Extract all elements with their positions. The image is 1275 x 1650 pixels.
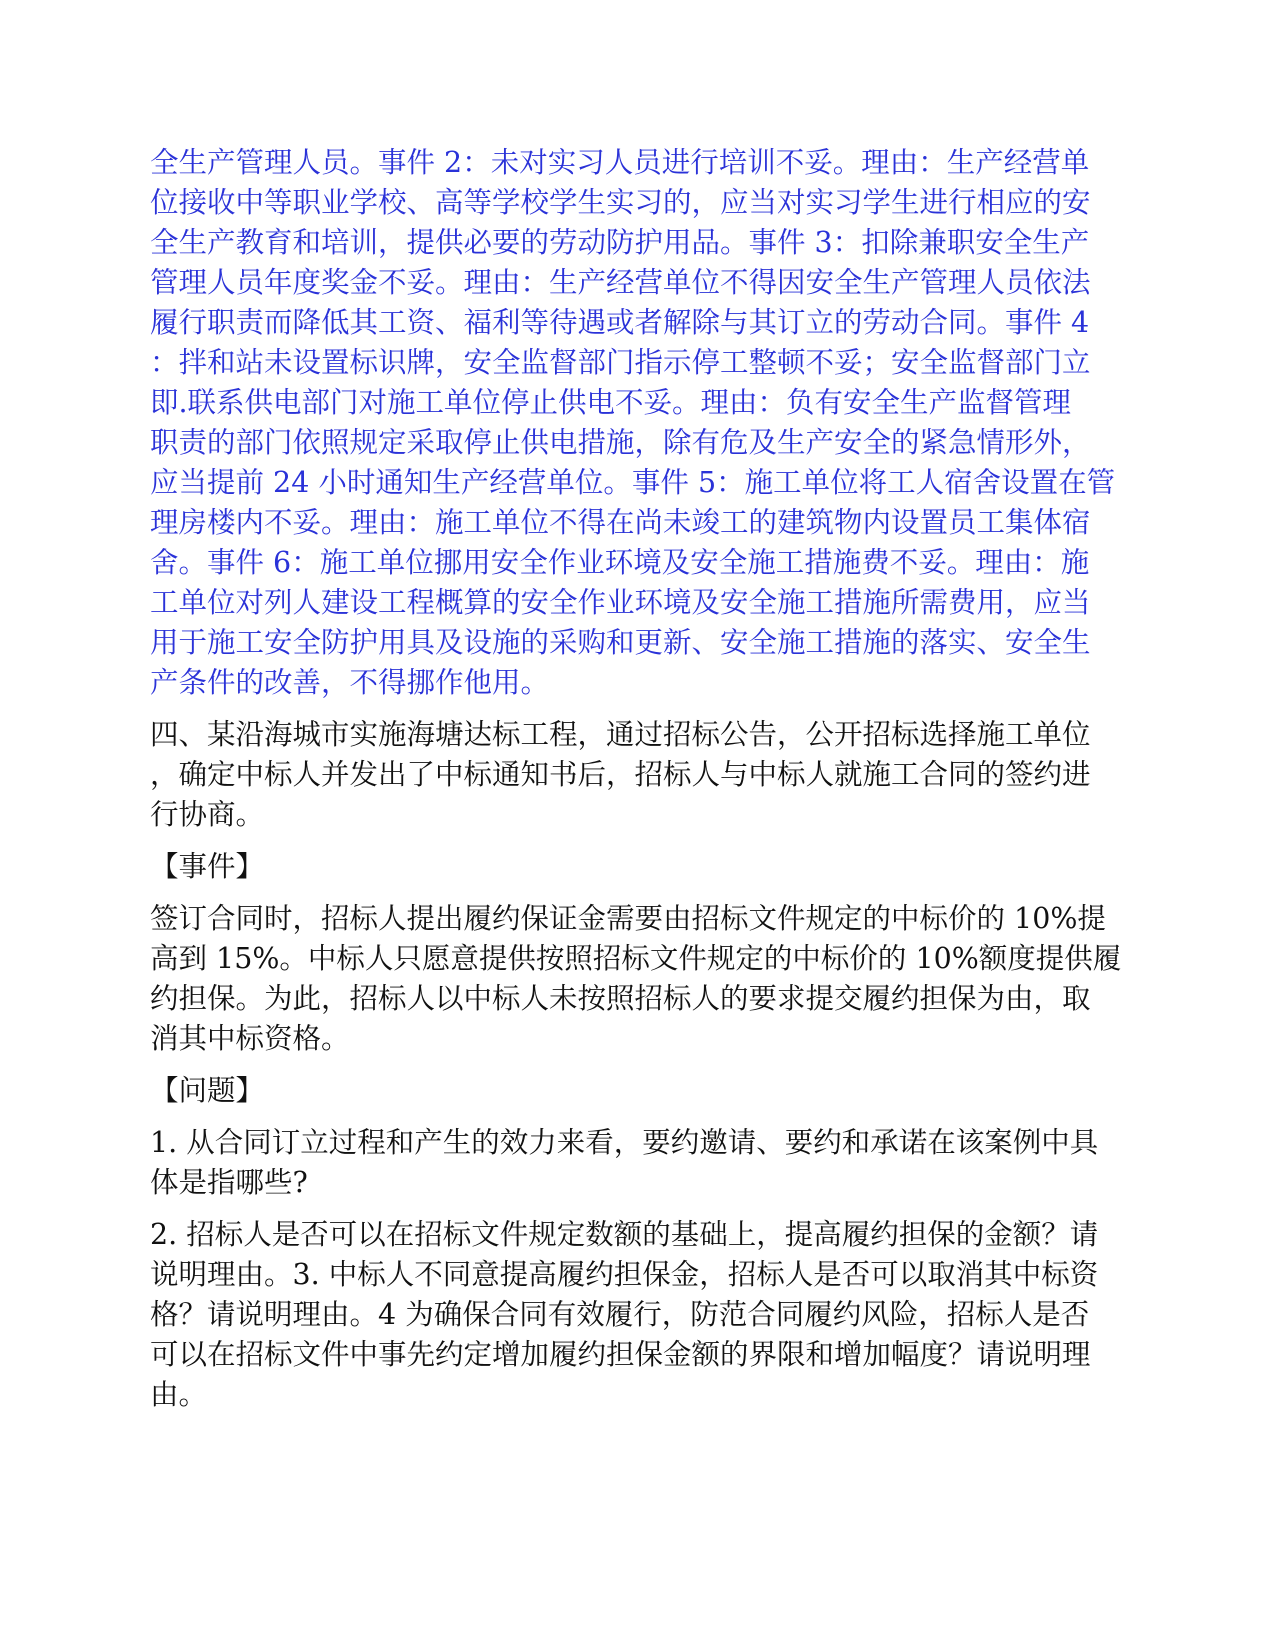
answer-line: 位接收中等职业学校、高等学校学生实习的，应当对实习学生进行相应的安 bbox=[150, 186, 1091, 219]
paragraph-gap bbox=[150, 1111, 1120, 1123]
question-line: 可以在招标文件中事先约定增加履约担保金额的界限和增加幅度？请说明理 bbox=[150, 1338, 1091, 1371]
question-1-paragraph bbox=[150, 1123, 1120, 1203]
answer-line: 应当提前 24 小时通知生产经营单位。事件 5：施工单位将工人宿舍设置在管 bbox=[150, 466, 1116, 499]
answer-paragraph bbox=[150, 143, 1120, 703]
event-line: 消其中标资格。 bbox=[150, 1022, 350, 1055]
question-2-4-paragraph bbox=[150, 1215, 1120, 1415]
event-line: 约担保。为此，招标人以中标人未按照招标人的要求提交履约担保为由，取 bbox=[150, 982, 1091, 1015]
answer-line: 全生产教育和培训，提供必要的劳动防护用品。事件 3：扣除兼职安全生产 bbox=[150, 226, 1090, 259]
event-heading: 【事件】 bbox=[150, 850, 265, 883]
question-heading: 【问题】 bbox=[150, 1074, 265, 1107]
question-line: 由。 bbox=[150, 1378, 208, 1411]
case-intro-line: 行协商。 bbox=[150, 798, 265, 831]
paragraph-gap bbox=[150, 703, 1120, 715]
question-line: 1. 从合同订立过程和产生的效力来看，要约邀请、要约和承诺在该案例中具 bbox=[150, 1126, 1099, 1159]
event-line: 高到 15%。中标人只愿意提供按照招标文件规定的中标价的 10%额度提供履 bbox=[150, 942, 1122, 975]
paragraph-gap bbox=[150, 835, 1120, 847]
answer-line: 即.联系供电部门对施工单位停止供电不妥。理由：负有安全生产监督管理 bbox=[150, 386, 1072, 419]
answer-line: 履行职责而降低其工资、福利等待遇或者解除与其订立的劳动合同。事件 4 bbox=[150, 306, 1090, 339]
answer-line: 理房楼内不妥。理由：施工单位不得在尚未竣工的建筑物内设置员工集体宿 bbox=[150, 506, 1091, 539]
answer-line: ：拌和站未设置标识牌，安全监督部门指示停工整顿不妥；安全监督部门立 bbox=[150, 346, 1091, 379]
answer-line: 工单位对列人建设工程概算的安全作业环境及安全施工措施所需费用，应当 bbox=[150, 586, 1091, 619]
question-line: 2. 招标人是否可以在招标文件规定数额的基础上，提高履约担保的金额？请 bbox=[150, 1218, 1099, 1251]
answer-line: 全生产管理人员。事件 2：未对实习人员进行培训不妥。理由：生产经营单 bbox=[150, 146, 1090, 179]
answer-line: 职责的部门依照规定采取停止供电措施，除有危及生产安全的紧急情形外， bbox=[150, 426, 1091, 459]
answer-line: 产条件的改善，不得挪作他用。 bbox=[150, 666, 550, 699]
case-intro-line: 四、某沿海城市实施海塘达标工程，通过招标公告，公开招标选择施工单位 bbox=[150, 718, 1091, 751]
answer-line: 管理人员年度奖金不妥。理由：生产经营单位不得因安全生产管理人员依法 bbox=[150, 266, 1091, 299]
case-intro-paragraph bbox=[150, 715, 1120, 835]
case-intro-line: ，确定中标人并发出了中标通知书后，招标人与中标人就施工合同的签约进 bbox=[150, 758, 1091, 791]
paragraph-gap bbox=[150, 887, 1120, 899]
question-line: 说明理由。3. 中标人不同意提高履约担保金，招标人是否可以取消其中标资 bbox=[150, 1258, 1099, 1291]
question-line: 格？请说明理由。4 为确保合同有效履行，防范合同履约风险，招标人是否 bbox=[150, 1298, 1090, 1331]
event-line: 签订合同时，招标人提出履约保证金需要由招标文件规定的中标价的 10%提 bbox=[150, 902, 1106, 935]
answer-line: 舍。事件 6：施工单位挪用安全作业环境及安全施工措施费不妥。理由：施 bbox=[150, 546, 1090, 579]
answer-line: 用于施工安全防护用具及设施的采购和更新、安全施工措施的落实、安全生 bbox=[150, 626, 1091, 659]
paragraph-gap bbox=[150, 1059, 1120, 1071]
event-paragraph bbox=[150, 899, 1120, 1059]
document-page bbox=[150, 143, 1120, 1415]
question-line: 体是指哪些? bbox=[150, 1166, 308, 1199]
paragraph-gap bbox=[150, 1203, 1120, 1215]
